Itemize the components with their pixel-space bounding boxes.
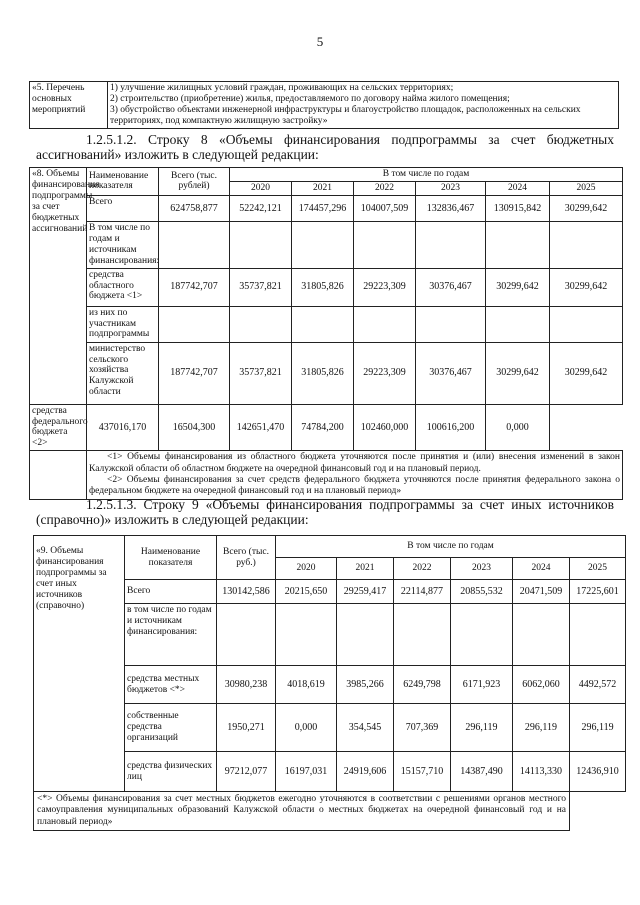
cell-value: 30299,642 (550, 195, 623, 221)
year-header: 2024 (513, 558, 570, 580)
cell-value (354, 221, 416, 268)
measure-item: 2) строительство (приобретение) жилья, предоставляемого по договору найма жилого помещения; (110, 93, 510, 104)
cell-value (550, 306, 623, 342)
col-total-header: Всего (тыс. руб.) (217, 536, 276, 580)
row9-label: «9. Объемы финансирования подпрограммы за счет иных источников (справочно) (34, 536, 125, 792)
cell-value: 104007,509 (354, 195, 416, 221)
cell-value: 14113,330 (513, 752, 570, 792)
cell-value: 707,369 (394, 704, 451, 752)
heading-row9: 1.2.5.1.3. Строку 9 «Объемы финансирования подпрограммы за счет иных источников (справочно)» изложить в следующей редакции: (36, 497, 614, 527)
cell-value: 22114,877 (394, 580, 451, 604)
year-header: 2025 (570, 558, 626, 580)
cell-value: 29259,417 (337, 580, 394, 604)
table-row (30, 404, 623, 451)
table-row (30, 195, 623, 221)
cell-value: 0,000 (486, 404, 550, 451)
measure-item: 1) улучшение жилищных условий граждан, проживающих на сельских территориях; (110, 83, 454, 93)
cell-value: 29223,309 (354, 268, 416, 306)
other-sources-table (33, 535, 626, 831)
row8-label: «8. Объемы финансирования подпрограммы за счет бюджетных ассигнований (30, 168, 87, 405)
cell-value: 102460,000 (354, 404, 416, 451)
measures-table (29, 81, 619, 129)
row-total: 624758,877 (159, 195, 230, 221)
cell-value (570, 604, 626, 666)
cell-value: 16504,300 (159, 404, 230, 451)
row-total (159, 221, 230, 268)
col-total-header: Всего (тыс. рублей) (159, 168, 230, 196)
table-row (30, 306, 623, 342)
table-row (30, 221, 623, 268)
cell-value: 6062,060 (513, 666, 570, 704)
cell-value (513, 604, 570, 666)
cell-value (416, 306, 486, 342)
row-name: средства физических лиц (125, 752, 217, 792)
cell-value (292, 306, 354, 342)
cell-value: 3985,266 (337, 666, 394, 704)
cell-value (394, 604, 451, 666)
cell-value: 296,119 (513, 704, 570, 752)
year-header: 2023 (416, 181, 486, 195)
row-name: Всего (87, 195, 159, 221)
cell-value (276, 604, 337, 666)
row-total: 187742,707 (159, 268, 230, 306)
row-total (159, 306, 230, 342)
row-name: Всего (125, 580, 217, 604)
cell-value: 296,119 (570, 704, 626, 752)
row-name: министерство сельского хозяйства Калужской области (87, 342, 159, 404)
cell-value (230, 221, 292, 268)
cell-value: 14387,490 (451, 752, 513, 792)
year-header: 2021 (292, 181, 354, 195)
cell-value: 30299,642 (550, 268, 623, 306)
year-header: 2020 (230, 181, 292, 195)
cell-value (292, 221, 354, 268)
page-number: 5 (316, 34, 324, 49)
cell-value (550, 221, 623, 268)
cell-value: 20215,650 (276, 580, 337, 604)
col-name-header: Наименование показателя (87, 168, 159, 196)
budget-funding-table (29, 167, 623, 500)
row-name: средства федерального бюджета <2> (30, 404, 87, 451)
year-header: 2022 (354, 181, 416, 195)
measure-item: 3) обустройство объектами инженерной инфраструктуры и благоустройство площадок, расположенных на сельских территориях, под компактную жилищную застройку» (110, 104, 581, 126)
table-row (30, 342, 623, 404)
row9-note (34, 792, 570, 831)
cell-value: 24919,606 (337, 752, 394, 792)
cell-value: 20855,532 (451, 580, 513, 604)
cell-value: 174457,296 (292, 195, 354, 221)
notes-spacer (30, 451, 87, 500)
cell-value: 100616,200 (416, 404, 486, 451)
row-name: средства областного бюджета <1> (87, 268, 159, 306)
cell-value (354, 306, 416, 342)
cell-value: 354,545 (337, 704, 394, 752)
cell-value: 12436,910 (570, 752, 626, 792)
cell-value: 132836,467 (416, 195, 486, 221)
years-group-header: В том числе по годам (230, 168, 623, 182)
cell-value: 15157,710 (394, 752, 451, 792)
year-header: 2025 (550, 181, 623, 195)
cell-value: 74784,200 (292, 404, 354, 451)
row-total: 97212,077 (217, 752, 276, 792)
year-header: 2023 (451, 558, 513, 580)
cell-value (451, 604, 513, 666)
year-header: 2022 (394, 558, 451, 580)
cell-value: 35737,821 (230, 342, 292, 404)
cell-value: 30376,467 (416, 342, 486, 404)
cell-value (416, 221, 486, 268)
cell-value: 6171,923 (451, 666, 513, 704)
row8-notes (87, 451, 623, 500)
cell-value: 30299,642 (486, 268, 550, 306)
cell-value: 30299,642 (486, 342, 550, 404)
cell-value: 29223,309 (354, 342, 416, 404)
cell-value: 142651,470 (230, 404, 292, 451)
cell-value: 35737,821 (230, 268, 292, 306)
row-total (217, 604, 276, 666)
row-name: средства местных бюджетов <*> (125, 666, 217, 704)
cell-value: 30376,467 (416, 268, 486, 306)
cell-value (337, 604, 394, 666)
cell-value (230, 306, 292, 342)
cell-value: 296,119 (451, 704, 513, 752)
cell-value: 30299,642 (550, 342, 623, 404)
measures-label: «5. Перечень основных мероприятий (30, 82, 108, 129)
cell-value: 20471,509 (513, 580, 570, 604)
cell-value: 6249,798 (394, 666, 451, 704)
row-total: 130142,586 (217, 580, 276, 604)
row-total: 1950,271 (217, 704, 276, 752)
cell-value: 31805,826 (292, 342, 354, 404)
cell-value: 52242,121 (230, 195, 292, 221)
cell-value: 0,000 (276, 704, 337, 752)
cell-value: 17225,601 (570, 580, 626, 604)
footnote-2: <2> Объемы финансирования за счет средств федерального бюджета уточняются после принятия федерального закона о федеральном бюджете на очередной финансовый год и на плановый период» (89, 475, 621, 497)
cell-value (486, 306, 550, 342)
cell-value (486, 221, 550, 268)
cell-value: 31805,826 (292, 268, 354, 306)
years-group-header: В том числе по годам (276, 536, 626, 558)
row-total: 187742,707 (159, 342, 230, 404)
year-header: 2021 (337, 558, 394, 580)
cell-value: 16197,031 (276, 752, 337, 792)
row-total: 30980,238 (217, 666, 276, 704)
cell-value: 4492,572 (570, 666, 626, 704)
row-total: 437016,170 (87, 404, 159, 451)
footnote-1: <1> Объемы финансирования из областного бюджета уточняются после принятия и (или) внесения изменений в закон Калужской области об областном бюджете на очередной финансовый год и на плановый период. (89, 452, 621, 474)
row-name: из них по участникам подпрограммы (87, 306, 159, 342)
heading-row8: 1.2.5.1.2. Строку 8 «Объемы финансирования подпрограммы за счет бюджетных ассигнований» изложить в следующей редакции: (36, 132, 614, 162)
year-header: 2024 (486, 181, 550, 195)
measures-list (108, 82, 619, 129)
footnote-star: <*> Объемы финансирования за счет местных бюджетов ежегодно уточняются в соответствии с решениями органов местного самоуправления муниципальных образований Калужской области о местных бюджетах на очередной финансовый год и на плановый период» (37, 794, 566, 827)
row-name: В том числе по годам и источникам финансирования: (87, 221, 159, 268)
col-name-header: Наименование показателя (125, 536, 217, 580)
table-row (30, 268, 623, 306)
cell-value: 130915,842 (486, 195, 550, 221)
row-name: в том числе по годам и источникам финансирования: (125, 604, 217, 666)
cell-value: 4018,619 (276, 666, 337, 704)
year-header: 2020 (276, 558, 337, 580)
row-name: собственные средства организаций (125, 704, 217, 752)
